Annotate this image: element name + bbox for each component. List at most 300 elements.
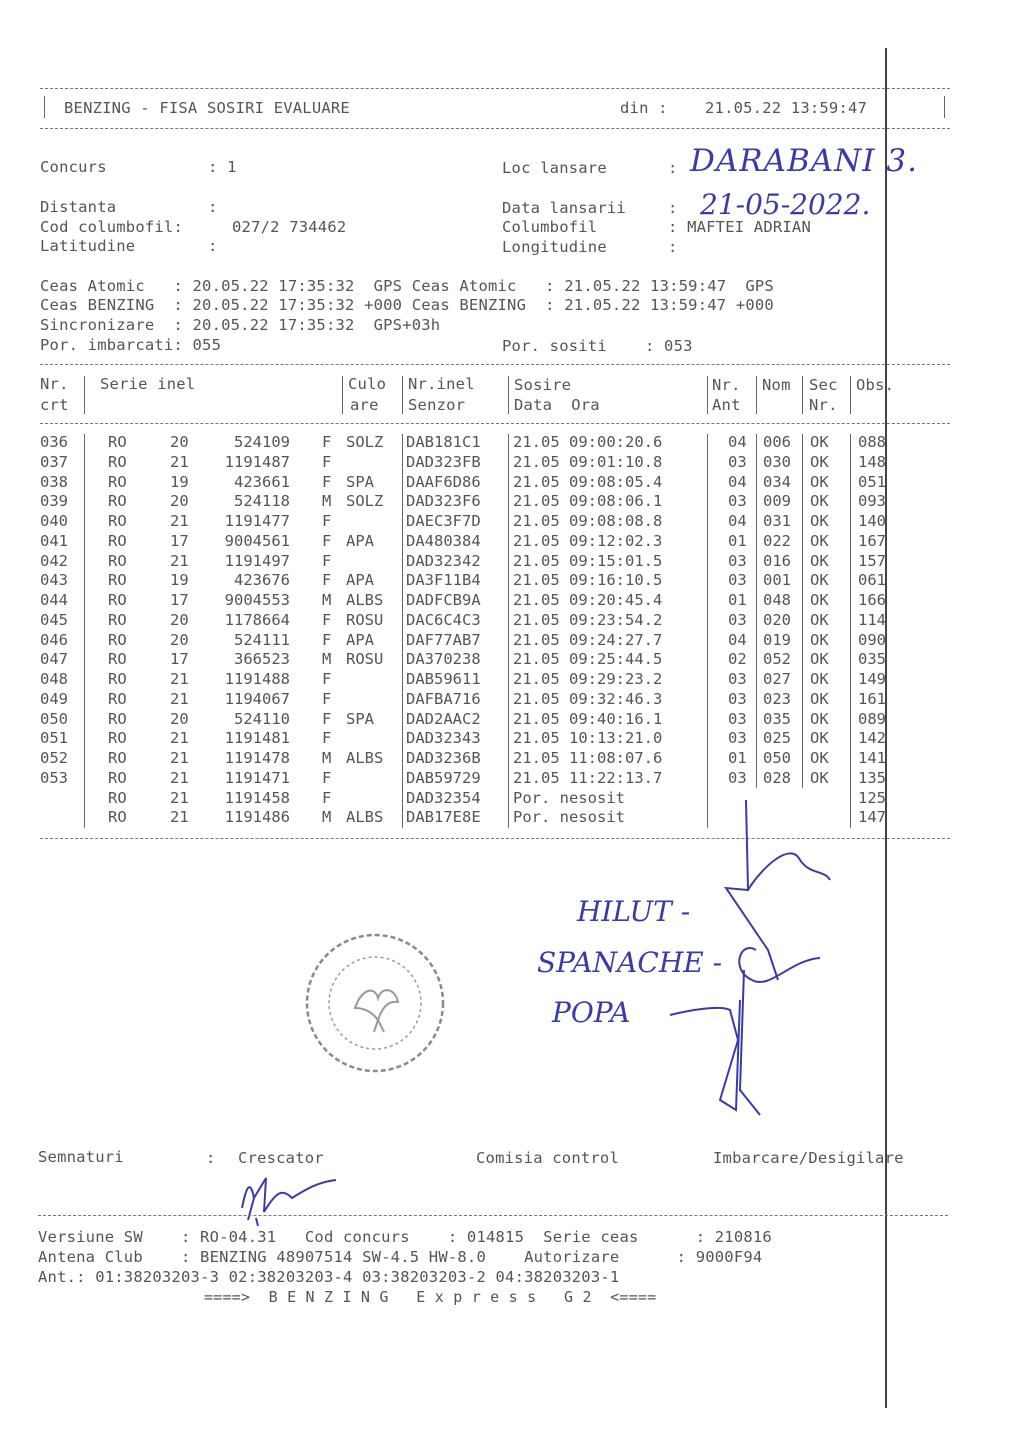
cell-color: SPA	[346, 709, 374, 728]
distanta-value: :	[208, 198, 218, 216]
cell-color: APA	[346, 571, 374, 590]
cell-country: RO	[108, 749, 127, 767]
cell-obs: 147	[858, 808, 886, 827]
cell-country: RO	[108, 571, 127, 590]
cell-sex: F	[322, 788, 332, 807]
cell-color: ROSU	[346, 610, 384, 629]
cell-sec: OK	[810, 472, 829, 491]
cell-year: 20	[170, 709, 189, 728]
por-sositi: Por. sositi : 053	[502, 337, 693, 355]
cell-obs: 149	[858, 670, 886, 688]
cell-ring-number: 1191488	[224, 670, 290, 688]
cell-color: ALBS	[346, 808, 384, 827]
cell-country: RO	[108, 551, 127, 570]
cell-antenna: 03	[728, 610, 747, 629]
data-lansarii-label: Data lansarii	[502, 199, 626, 217]
cell-sec: OK	[810, 689, 829, 708]
table-row	[0, 611, 1024, 631]
cell-obs: 093	[858, 492, 886, 511]
data-lansarii-colon: :	[668, 199, 678, 217]
cell-nom: 025	[763, 729, 791, 748]
cell-obs: 141	[858, 749, 886, 767]
cell-obs: 148	[858, 452, 886, 471]
cell-obs: 051	[858, 472, 886, 491]
cell-sensor: DAB17E8E	[406, 808, 481, 827]
cell-color: SOLZ	[346, 492, 384, 511]
cell-nom: 028	[763, 768, 791, 787]
cell-country: RO	[108, 531, 127, 550]
distanta-label: Distanta	[40, 198, 117, 216]
cell-color: SPA	[346, 472, 374, 491]
cell-color: ALBS	[346, 749, 384, 767]
cell-country: RO	[108, 689, 127, 708]
cell-sensor: DAF77AB7	[406, 630, 481, 649]
cell-year: 21	[170, 749, 189, 767]
clock-line-sync: Sincronizare : 20.05.22 17:35:32 GPS+03h	[40, 316, 441, 334]
th-serie: Serie inel	[100, 375, 196, 393]
cell-obs: 089	[858, 709, 886, 728]
cell-arrival: 21.05 09:24:27.7	[513, 630, 663, 649]
footer-top-rule	[38, 1215, 948, 1216]
cell-ring-number: 423676	[234, 571, 290, 590]
cell-color: ALBS	[346, 591, 384, 609]
cell-sec: OK	[810, 709, 829, 728]
cell-sex: F	[322, 551, 332, 570]
cell-sex: F	[322, 472, 332, 491]
cell-sensor: DAD32354	[406, 788, 481, 807]
cell-nr: 048	[40, 670, 68, 688]
cell-nom: 022	[763, 531, 791, 550]
cell-year: 21	[170, 729, 189, 748]
cell-sex: M	[322, 749, 332, 767]
th-senzor: Senzor	[408, 396, 466, 414]
loc-label: Loc lansare	[502, 159, 607, 177]
cell-antenna: 03	[728, 551, 747, 570]
cell-sec: OK	[810, 551, 829, 570]
th-sep-5	[707, 376, 708, 414]
cell-ring-number: 1191497	[224, 551, 290, 570]
cell-arrival: 21.05 10:13:21.0	[513, 729, 663, 748]
cell-nom: 034	[763, 472, 791, 491]
cell-arrival: 21.05 09:08:08.8	[513, 512, 663, 530]
cell-nr: 039	[40, 492, 68, 511]
cell-sensor: DAB59729	[406, 768, 481, 787]
cell-sec: OK	[810, 650, 829, 669]
table-row	[0, 789, 1024, 809]
cell-sensor: DAD323F6	[406, 492, 481, 511]
cell-obs: 135	[858, 768, 886, 787]
signature-scribble-commission	[660, 800, 840, 1120]
header-title: BENZING - FISA SOSIRI EVALUARE	[64, 99, 350, 117]
table-row	[0, 532, 1024, 552]
clock-line-benzing: Ceas BENZING : 20.05.22 17:35:32 +000 Ceas BENZING : 21.05.22 13:59:47 +000	[40, 296, 774, 314]
cell-nr: 050	[40, 709, 68, 728]
th-ant: Ant	[712, 396, 741, 414]
table-row	[0, 631, 1024, 651]
cell-ring-number: 1191477	[224, 512, 290, 530]
cell-antenna: 03	[728, 452, 747, 471]
footer-ant: Ant.: 01:38203203-3 02:38203203-4 03:38203203-2 04:38203203-1	[38, 1268, 620, 1286]
longitudine-label: Longitudine	[502, 238, 607, 256]
footer-antena: Antena Club : BENZING 48907514 SW-4.5 HW-8.0 Autorizare : 9000F94	[38, 1248, 763, 1266]
cell-obs: 161	[858, 689, 886, 708]
sig-imbarcare: Imbarcare/Desigilare	[713, 1149, 904, 1167]
cell-sec: OK	[810, 670, 829, 688]
table-row	[0, 749, 1024, 769]
cell-ring-number: 1191486	[224, 808, 290, 827]
cell-ring-number: 1191458	[224, 788, 290, 807]
cell-color: SOLZ	[346, 433, 384, 451]
cell-arrival: 21.05 09:20:45.4	[513, 591, 663, 609]
cell-obs: 166	[858, 591, 886, 609]
cell-antenna: 01	[728, 531, 747, 550]
cell-sensor: DAD3236B	[406, 749, 481, 767]
cell-sex: F	[322, 630, 332, 649]
table-row	[0, 690, 1024, 710]
cell-nr: 041	[40, 531, 68, 550]
cell-nom: 009	[763, 492, 791, 511]
cell-nr: 045	[40, 610, 68, 629]
cell-year: 21	[170, 808, 189, 827]
cell-sex: F	[322, 689, 332, 708]
cell-ring-number: 9004561	[224, 531, 290, 550]
clock-line-atomic: Ceas Atomic : 20.05.22 17:35:32 GPS Ceas Atomic : 21.05.22 13:59:47 GPS	[40, 277, 774, 295]
cell-sec: OK	[810, 433, 829, 451]
cell-sex: F	[322, 452, 332, 471]
th-nr-ant: Nr.	[712, 376, 741, 394]
th-sep-6	[756, 376, 757, 414]
header-date-label: din :	[620, 99, 668, 117]
loc-colon: :	[668, 159, 678, 177]
th-sep-2	[342, 376, 343, 414]
cell-nom: 019	[763, 630, 791, 649]
cell-sec: OK	[810, 768, 829, 787]
cell-year: 19	[170, 571, 189, 590]
semnaturi-label: Semnaturi	[38, 1148, 124, 1166]
table-row	[0, 473, 1024, 493]
cell-ring-number: 524111	[234, 630, 290, 649]
table-row	[0, 591, 1024, 611]
table-row	[0, 552, 1024, 572]
cell-antenna: 03	[728, 709, 747, 728]
sig-crescator: Crescator	[238, 1149, 324, 1167]
cell-sex: F	[322, 768, 332, 787]
cell-nr: 038	[40, 472, 68, 491]
cell-antenna: 03	[728, 768, 747, 787]
cell-sec: OK	[810, 492, 829, 511]
cell-antenna: 03	[728, 571, 747, 590]
cell-antenna: 03	[728, 729, 747, 748]
cell-antenna: 01	[728, 591, 747, 609]
cell-country: RO	[108, 512, 127, 530]
cell-color: APA	[346, 531, 374, 550]
cell-sensor: DAC6C4C3	[406, 610, 481, 629]
cell-arrival: 21.05 09:08:06.1	[513, 492, 663, 511]
cell-sex: F	[322, 610, 332, 629]
cell-sec: OK	[810, 531, 829, 550]
cell-nr: 049	[40, 689, 68, 708]
cell-arrival: 21.05 09:40:16.1	[513, 709, 663, 728]
columbofil-value: : MAFTEI ADRIAN	[668, 218, 811, 236]
cell-country: RO	[108, 492, 127, 511]
cell-sex: F	[322, 531, 332, 550]
cell-sec: OK	[810, 729, 829, 748]
cell-sec: OK	[810, 610, 829, 629]
cell-obs: 142	[858, 729, 886, 748]
cell-nr: 042	[40, 551, 68, 570]
header-left-bar	[44, 96, 45, 118]
th-sep-8	[850, 376, 851, 414]
cell-arrival: 21.05 09:15:01.5	[513, 551, 663, 570]
footer-banner: ====> B E N Z I N G E x p r e s s G 2 <====	[204, 1288, 657, 1306]
cell-nr: 046	[40, 630, 68, 649]
cell-year: 20	[170, 492, 189, 511]
columbofil-label: Columbofil	[502, 218, 598, 236]
cell-arrival: 21.05 09:01:10.8	[513, 452, 663, 471]
concurs-value: : 1	[208, 158, 237, 176]
header-bottom-rule	[40, 128, 950, 129]
cell-ring-number: 366523	[234, 650, 290, 669]
cell-antenna: 04	[728, 472, 747, 491]
signature-scribble-crescator	[236, 1168, 346, 1228]
cell-sensor: DAD323FB	[406, 452, 481, 471]
cell-nom: 030	[763, 452, 791, 471]
cell-obs: 167	[858, 531, 886, 550]
th-sec-nr: Nr.	[809, 396, 838, 414]
cell-antenna: 03	[728, 670, 747, 688]
cell-year: 19	[170, 472, 189, 491]
cell-nr: 043	[40, 571, 68, 590]
cell-country: RO	[108, 729, 127, 748]
cell-nom: 035	[763, 709, 791, 728]
table-row	[0, 769, 1024, 789]
cell-nom: 001	[763, 571, 791, 590]
th-nom: Nom	[762, 376, 791, 394]
lat-label: Latitudine	[40, 237, 136, 255]
table-top-rule	[40, 364, 950, 365]
table-row	[0, 492, 1024, 512]
cell-sec: OK	[810, 512, 829, 530]
header-right-bar	[944, 96, 945, 118]
cell-country: RO	[108, 452, 127, 471]
cell-nr: 036	[40, 433, 68, 451]
cell-nr: 052	[40, 749, 68, 767]
cell-nom: 050	[763, 749, 791, 767]
cell-year: 21	[170, 768, 189, 787]
cell-arrival: Por. nesosit	[513, 808, 625, 827]
cell-sensor: DADFCB9A	[406, 591, 481, 609]
cell-sensor: DAD32343	[406, 729, 481, 748]
table-row	[0, 710, 1024, 730]
th-sep-7	[802, 376, 803, 414]
cell-sensor: DAFBA716	[406, 689, 481, 708]
cell-country: RO	[108, 610, 127, 629]
th-sep-3	[402, 376, 403, 414]
cell-nom: 052	[763, 650, 791, 669]
cell-year: 20	[170, 610, 189, 629]
cell-year: 21	[170, 689, 189, 708]
cell-arrival: 21.05 09:08:05.4	[513, 472, 663, 491]
cell-obs: 088	[858, 433, 886, 451]
cell-sensor: DA3F11B4	[406, 571, 481, 590]
longitudine-value: :	[668, 238, 678, 256]
cell-year: 21	[170, 512, 189, 530]
concurs-label: Concurs	[40, 158, 107, 176]
cell-ring-number: 1178664	[224, 610, 290, 629]
cell-ring-number: 524110	[234, 709, 290, 728]
cell-sec: OK	[810, 630, 829, 649]
th-sec: Sec	[809, 376, 838, 394]
cell-antenna: 04	[728, 630, 747, 649]
cell-obs: 035	[858, 650, 886, 669]
table-row	[0, 433, 1024, 453]
cell-sec: OK	[810, 749, 829, 767]
cell-ring-number: 524109	[234, 433, 290, 451]
table-row	[0, 571, 1024, 591]
cell-ring-number: 423661	[234, 472, 290, 491]
cell-ring-number: 1191471	[224, 768, 290, 787]
cell-country: RO	[108, 670, 127, 688]
th-sep-4	[508, 376, 509, 414]
cell-ring-number: 1191487	[224, 452, 290, 471]
cell-arrival: 21.05 09:25:44.5	[513, 650, 663, 669]
cell-color: ROSU	[346, 650, 384, 669]
semnaturi-colon: :	[206, 1149, 216, 1167]
cell-sensor: DAB181C1	[406, 433, 481, 451]
cell-sex: F	[322, 571, 332, 590]
cell-sex: M	[322, 808, 332, 827]
cell-nom: 016	[763, 551, 791, 570]
table-header-rule	[40, 423, 950, 424]
cell-antenna: 04	[728, 433, 747, 451]
cod-value: 027/2 734462	[232, 218, 347, 236]
table-row	[0, 650, 1024, 670]
header-date-value: 21.05.22 13:59:47	[705, 99, 868, 117]
cell-arrival: 21.05 11:08:07.6	[513, 749, 663, 767]
cell-sex: F	[322, 729, 332, 748]
cell-sensor: DAD32342	[406, 551, 481, 570]
cell-arrival: Por. nesosit	[513, 788, 625, 807]
th-nrinel: Nr.inel	[408, 375, 475, 393]
cell-country: RO	[108, 650, 127, 669]
data-lansarii-handwritten: 21-05-2022.	[700, 188, 871, 221]
cell-sec: OK	[810, 452, 829, 471]
cell-country: RO	[108, 472, 127, 491]
cell-antenna: 02	[728, 650, 747, 669]
cell-country: RO	[108, 630, 127, 649]
cell-sec: OK	[810, 571, 829, 590]
cell-nr: 047	[40, 650, 68, 669]
cell-arrival: 21.05 09:00:20.6	[513, 433, 663, 451]
cell-year: 20	[170, 630, 189, 649]
cell-arrival: 21.05 09:29:23.2	[513, 670, 663, 688]
cell-obs: 157	[858, 551, 886, 570]
th-obs: Obs.	[856, 376, 895, 394]
cell-sex: F	[322, 709, 332, 728]
loc-value-handwritten: DARABANI 3.	[690, 143, 918, 179]
cell-year: 17	[170, 591, 189, 609]
cell-year: 20	[170, 433, 189, 451]
cell-sex: F	[322, 433, 332, 451]
cell-ring-number: 524118	[234, 492, 290, 511]
th-nr: Nr.	[40, 375, 69, 393]
cell-obs: 114	[858, 610, 886, 629]
cell-nr: 037	[40, 452, 68, 471]
cell-year: 17	[170, 531, 189, 550]
cell-nom: 048	[763, 591, 791, 609]
th-sep-1	[84, 376, 85, 414]
table-row	[0, 453, 1024, 473]
footer-version: Versiune SW : RO-04.31 Cod concurs : 014815 Serie ceas : 210816	[38, 1228, 772, 1246]
table-row	[0, 670, 1024, 690]
table-row	[0, 808, 1024, 828]
table-row	[0, 729, 1024, 749]
cell-obs: 061	[858, 571, 886, 590]
cell-nom: 020	[763, 610, 791, 629]
cell-ring-number: 1191478	[224, 749, 290, 767]
cell-nr: 044	[40, 591, 68, 609]
cell-obs: 125	[858, 788, 886, 807]
cell-ring-number: 1194067	[224, 689, 290, 708]
cod-label: Cod columbofil:	[40, 218, 183, 236]
handwritten-name-hilut: HILUT -	[577, 895, 691, 928]
th-crt: crt	[40, 396, 69, 414]
cell-sensor: DA370238	[406, 650, 481, 669]
lat-value: :	[208, 237, 218, 255]
cell-sensor: DAEC3F7D	[406, 512, 481, 530]
cell-antenna: 01	[728, 749, 747, 767]
cell-year: 21	[170, 452, 189, 471]
th-data-ora: Data Ora	[514, 396, 600, 414]
cell-antenna: 03	[728, 492, 747, 511]
th-sosire: Sosire	[514, 376, 572, 394]
cell-arrival: 21.05 11:22:13.7	[513, 768, 663, 787]
cell-arrival: 21.05 09:12:02.3	[513, 531, 663, 550]
cell-country: RO	[108, 808, 127, 827]
cell-nr: 053	[40, 768, 68, 787]
cell-antenna: 03	[728, 689, 747, 708]
cell-sex: M	[322, 492, 332, 511]
sig-comisia: Comisia control	[476, 1149, 619, 1167]
cell-sex: F	[322, 670, 332, 688]
cell-country: RO	[108, 709, 127, 728]
cell-nom: 006	[763, 433, 791, 451]
cell-sex: F	[322, 512, 332, 530]
th-culo: Culo	[348, 375, 387, 393]
cell-sensor: DAB59611	[406, 670, 481, 688]
th-are: are	[350, 396, 379, 414]
cell-nom: 023	[763, 689, 791, 708]
cell-country: RO	[108, 788, 127, 807]
cell-antenna: 04	[728, 512, 747, 530]
por-imbarcati: Por. imbarcati: 055	[40, 336, 222, 354]
cell-country: RO	[108, 768, 127, 787]
cell-sex: M	[322, 591, 332, 609]
cell-obs: 140	[858, 512, 886, 530]
cell-nr: 040	[40, 512, 68, 530]
cell-nr: 051	[40, 729, 68, 748]
cell-year: 17	[170, 650, 189, 669]
cell-sensor: DAD2AAC2	[406, 709, 481, 728]
cell-year: 21	[170, 551, 189, 570]
cell-country: RO	[108, 591, 127, 609]
handwritten-name-spanache: SPANACHE -	[537, 946, 723, 979]
cell-ring-number: 9004553	[224, 591, 290, 609]
cell-arrival: 21.05 09:23:54.2	[513, 610, 663, 629]
cell-nom: 027	[763, 670, 791, 688]
cell-ring-number: 1191481	[224, 729, 290, 748]
cell-sensor: DA480384	[406, 531, 481, 550]
